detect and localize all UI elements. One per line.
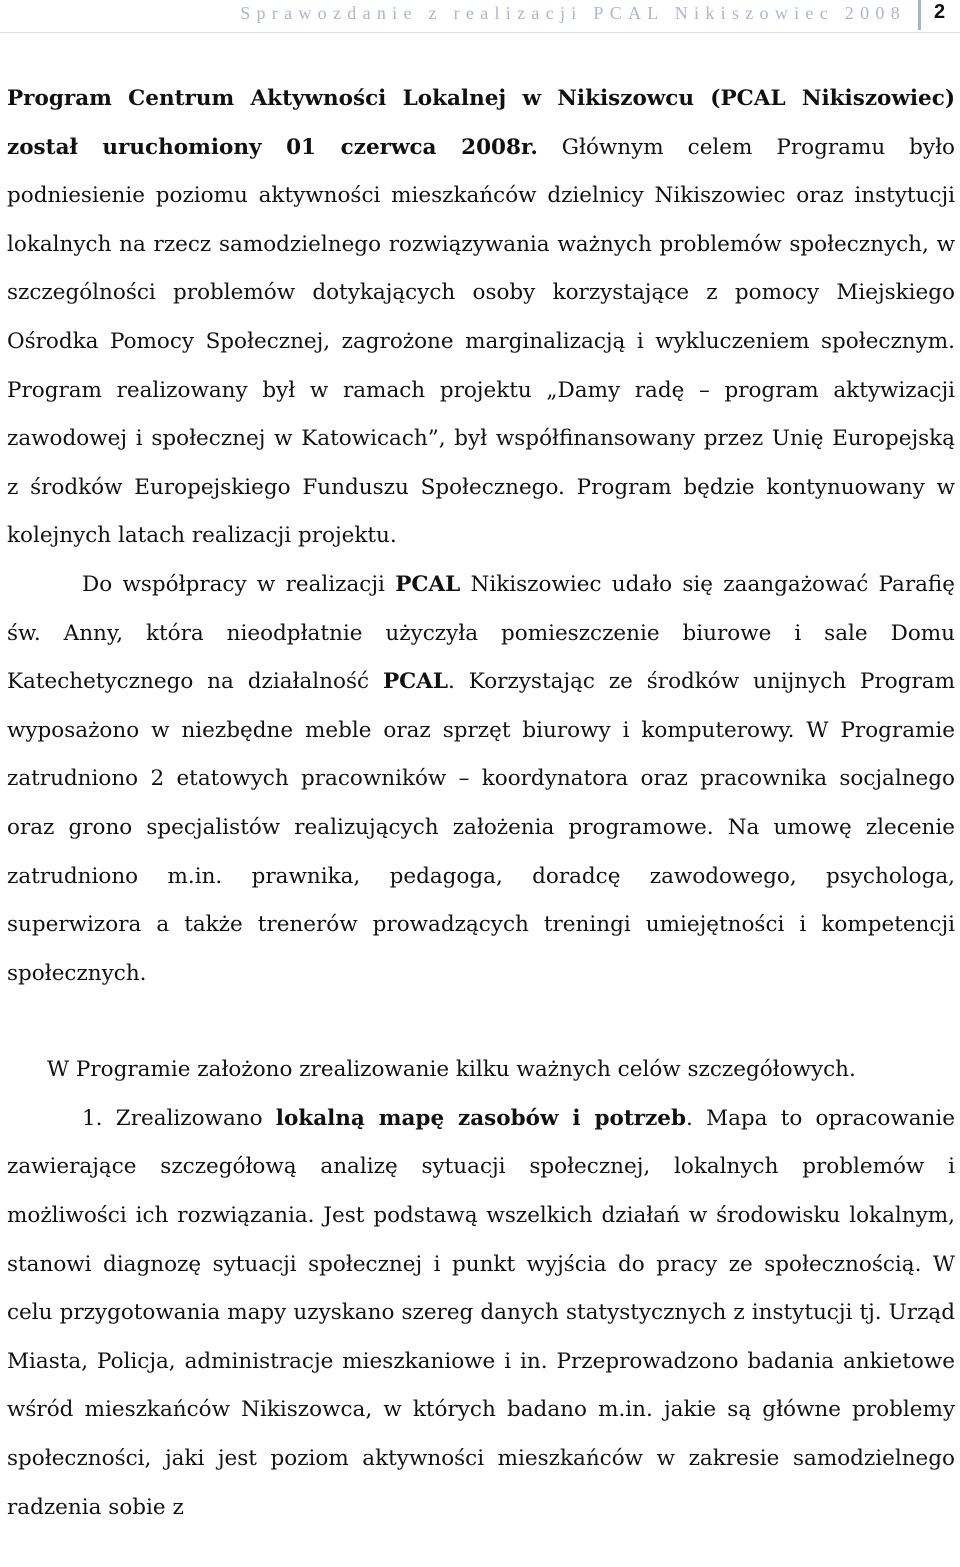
- paragraph-intro: [7, 75, 955, 561]
- goals-intro: W Programie założono zrealizowanie kilku ważnych celów szczegółowych.: [47, 1057, 856, 1083]
- goal1-text-a: Zrealizowano: [102, 1105, 276, 1131]
- document-body: [7, 75, 955, 1532]
- paragraph-cooperation: [7, 561, 955, 998]
- pcal-bold-2: PCAL: [382, 669, 449, 695]
- intro-text: Głównym celem Programu było podniesienie poziomu aktywności mieszkańców dzielnicy Nikiszowiec oraz instytucji lokalnych na rzecz samodzielnego rozwiązywania ważnych problemów społecznych, w szczególności problemów dotykających osoby korzystające z pomocy Miejskiego Ośrodka Pomocy Społecznej, zagrożone marginalizacją i wykluczeniem społecznym. Program realizowany był w ramach projektu „Damy radę – program aktywizacji zawodowej i społecznej w Katowicach”, był współfinansowany przez Unię Europejską z środków Europejskiego Funduszu Społecznego. Program będzie kontynuowany w kolejnych latach realizacji projektu.: [7, 134, 955, 549]
- header-rule: [0, 32, 960, 33]
- goal-item-1: [7, 1095, 955, 1532]
- cooperation-text-c: . Korzystając ze środków unijnych Program wyposażono w niezbędne meble oraz sprzęt biurowy i komputerowy. W Programie zatrudniono 2 etatowych pracowników – koordynatora oraz pracownika socjalnego oraz grono specjalistów realizujących założenia programowe. Na umowę zlecenie zatrudniono m.in. prawnika, pedagoga, doradcę zawodowego, psychologa, superwizora a także trenerów prowadzących treningi umiejętności i kompetencji społecznych.: [7, 669, 955, 986]
- page-number: 2: [934, 1, 946, 23]
- intro-bold-text: Program Centrum Aktywności Lokalnej w Nikiszowcu (PCAL Nikiszowiec) został uruchomiony 01 czerwca 2008r.: [7, 86, 955, 160]
- header-title: Sprawozdanie z realizacji PCAL Nikiszowiec 2008: [240, 3, 906, 23]
- goal-number: 1.: [82, 1105, 103, 1131]
- goal1-bold: lokalną mapę zasobów i potrzeb: [275, 1105, 686, 1131]
- header-divider: [918, 0, 921, 30]
- pcal-bold-1: PCAL: [395, 571, 461, 597]
- goal1-text-b: . Mapa to opracowanie zawierające szczegółową analizę sytuacji społecznej, lokalnych problemów i możliwości ich rozwiązania. Jest podstawą wszelkich działań w środowisku lokalnym, stanowi diagnozę sytuacji społecznej i punkt wyjścia do pracy ze społecznością. W celu przygotowania mapy uzyskano szereg danych statystycznych z instytucji tj. Urząd Miasta, Policja, administracje mieszkaniowe i in. Przeprowadzono badania ankietowe wśród mieszkańców Nikiszowca, w których badano m.in. jakie są główne problemy społeczności, jaki jest poziom aktywności mieszkańców w zakresie samodzielnego radzenia sobie z: [7, 1105, 955, 1520]
- cooperation-text-a: Do współpracy w realizacji: [82, 571, 396, 597]
- page-header: [0, 0, 960, 32]
- cooperation-text-b: Nikiszowiec udało się zaangażować Parafię św. Anny, która nieodpłatnie użyczyła pomieszczenie biurowe i sale Domu Katechetycznego na działalność: [7, 571, 955, 695]
- paragraph-gap: [7, 998, 955, 1046]
